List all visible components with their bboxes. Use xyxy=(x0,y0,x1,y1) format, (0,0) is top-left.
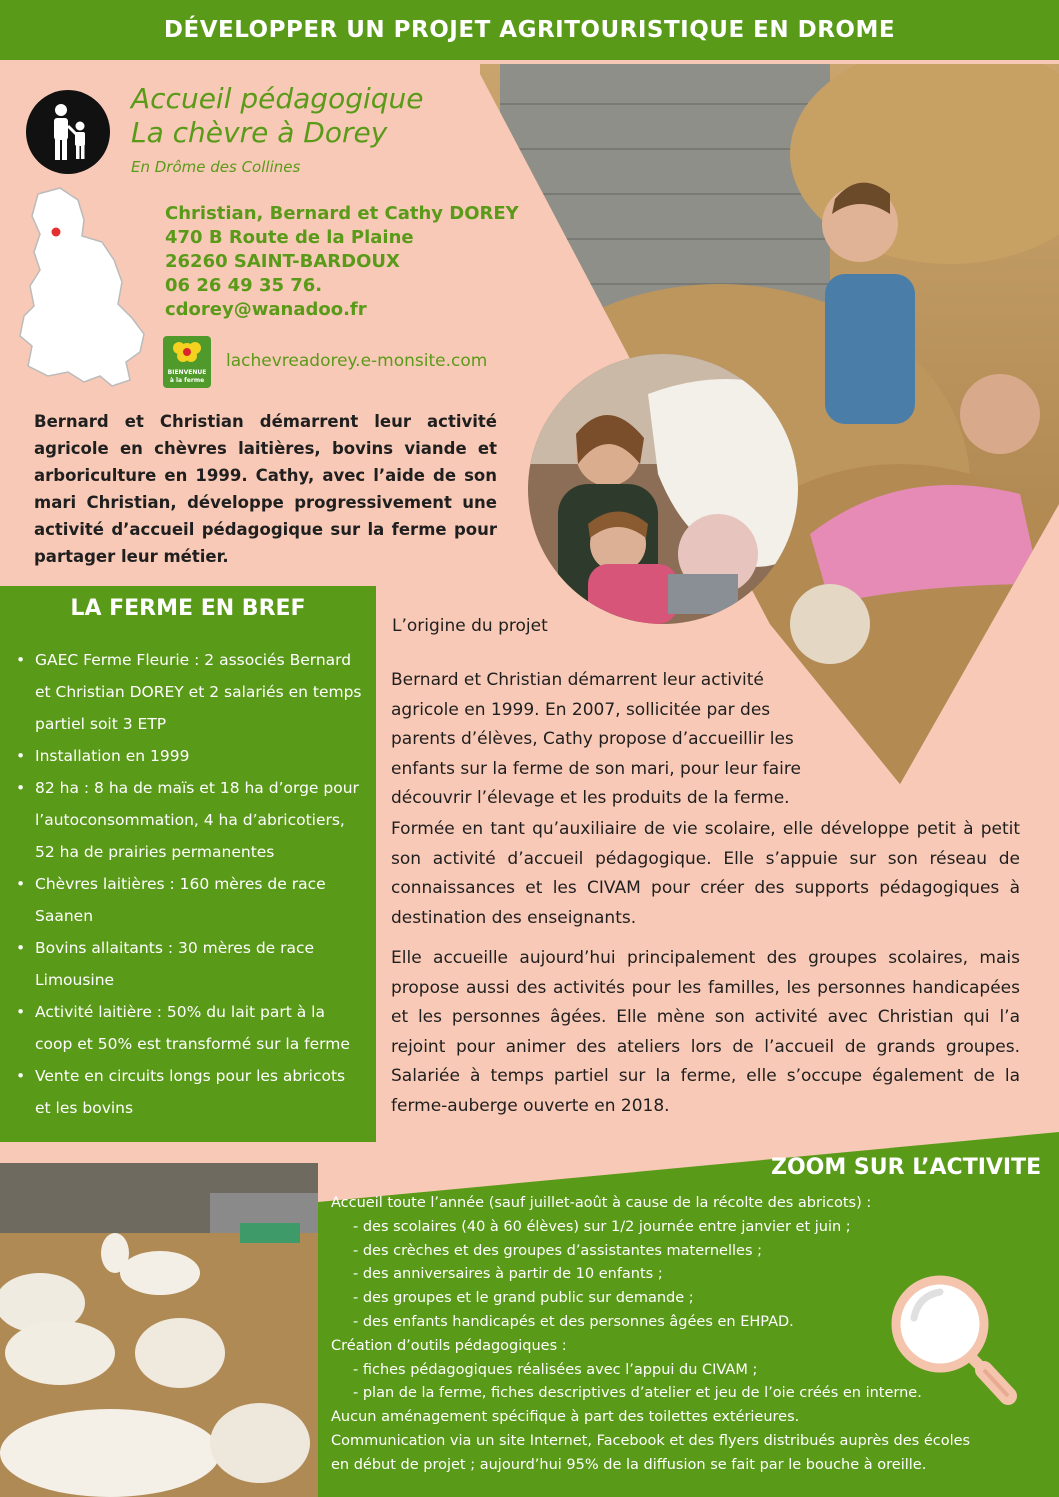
zoom-line: - des scolaires (40 à 60 élèves) sur 1/2 journée entre janvier et juin ; xyxy=(353,1218,851,1235)
magnifier-icon xyxy=(888,1272,1018,1408)
bref-item: • GAEC Ferme Fleurie : 2 associés Bernard et Christian DOREY et 2 salariés en temps partiel soit 3 ETP xyxy=(14,644,364,740)
photo-goats-barn xyxy=(0,1163,318,1497)
zoom-line: - des enfants handicapés et des personnes âgées en EHPAD. xyxy=(353,1313,794,1330)
top-banner: DÉVELOPPER UN PROJET AGRITOURISTIQUE EN DROME xyxy=(0,0,1059,60)
contact-city: 26260 SAINT-BARDOUX xyxy=(165,251,400,272)
bref-item: • Chèvres laitières : 160 mères de race Saanen xyxy=(14,868,364,932)
contact-phone: 06 26 49 35 76. xyxy=(165,275,323,296)
contact-names: Christian, Bernard et Cathy DOREY xyxy=(165,203,519,224)
origin-paragraph-3: Elle accueille aujourd’hui principalement des groupes scolaires, mais propose aussi des activités pour les familles, les personnes handicapées et les personnes âgées. Elle mène son activité avec Christian qui l’a rejoint pour animer des ateliers lors de l’accueil de grands groupes. Salariée à temps partiel sur la ferme, elle s’occupe également de la ferme-auberge ouverte en 2018. xyxy=(391,948,1020,1116)
zoom-line: Accueil toute l’année (sauf juillet-août à cause de la récolte des abricots) : xyxy=(331,1195,872,1211)
origin-paragraph-1: Bernard et Christian démarrent leur activité agricole en 1999. En 2007, sollicitée par des parents d’élèves, Cathy propose d’accueillir les enfants sur la ferme de son mari, pour leur faire découvrir l’élevage et les produits de la ferme. xyxy=(391,670,801,808)
photo-milking-goat xyxy=(528,354,798,624)
zoom-line: en début de projet ; aujourd’hui 95% de la diffusion se fait par le bouche à oreille. xyxy=(331,1456,927,1473)
bref-item: • Activité laitière : 50% du lait part à la coop et 50% est transformé sur la ferme xyxy=(14,996,364,1060)
bref-item: • Installation en 1999 xyxy=(14,740,364,772)
zoom-line: - des groupes et le grand public sur demande ; xyxy=(353,1290,694,1307)
bref-title: LA FERME EN BREF xyxy=(70,596,306,621)
svg-text:à la ferme: à la ferme xyxy=(169,377,205,384)
bienvenue-ferme-logo xyxy=(163,336,211,388)
zoom-line: - des anniversaires à partir de 10 enfants ; xyxy=(353,1266,663,1283)
zoom-line: Aucun aménagement spécifique à part des toilettes extérieures. xyxy=(331,1409,800,1426)
contact-street: 470 B Route de la Plaine xyxy=(165,227,414,248)
zoom-title: ZOOM SUR L’ACTIVITE xyxy=(771,1155,1042,1180)
bref-item: • Vente en circuits longs pour les abricots et les bovins xyxy=(14,1060,364,1124)
drome-map xyxy=(18,186,158,390)
title-line1: Accueil pédagogique xyxy=(131,82,424,115)
website-link[interactable]: lachevreadorey.e-monsite.com xyxy=(226,351,488,371)
bref-box xyxy=(0,586,376,1142)
zoom-line: - des crèches et des groupes d’assistantes maternelles ; xyxy=(353,1242,762,1259)
zoom-line: - fiches pédagogiques réalisées avec l’appui du CIVAM ; xyxy=(353,1361,758,1378)
origin-title: L’origine du projet xyxy=(392,616,548,636)
origin-paragraph-2: Formée en tant qu’auxiliaire de vie scolaire, elle développe petit à petit son activité d’accueil pédagogique. Elle s’appuie sur son réseau de connaissances et les CIVAM pour créer des supports pédagogiques à destination des enseignants. xyxy=(391,819,1020,928)
intro-paragraph: Bernard et Christian démarrent leur activité agricole en chèvres laitières, bovins viande et arboriculture en 1999. Cathy, avec l’aide de son mari Christian, développe progressivement une activité d’accueil pédagogique sur la ferme pour partager leur métier. xyxy=(34,412,497,566)
zoom-line: - plan de la ferme, fiches descriptives d’atelier et jeu de l’oie créés en interne. xyxy=(353,1385,922,1402)
bref-list xyxy=(14,644,364,1124)
title-line2: La chèvre à Dorey xyxy=(131,116,388,149)
bref-item: • Bovins allaitants : 30 mères de race Limousine xyxy=(14,932,364,996)
svg-text:BIENVENUE: BIENVENUE xyxy=(167,369,207,376)
contact-email[interactable]: cdorey@wanadoo.fr xyxy=(165,299,367,320)
zoom-line: Communication via un site Internet, Facebook et des flyers distribués auprès des écoles xyxy=(331,1432,971,1449)
zoom-line: Création d’outils pédagogiques : xyxy=(331,1337,567,1354)
bref-item: • 82 ha : 8 ha de maïs et 18 ha d’orge pour l’autoconsommation, 4 ha d’abricotiers, 52 ha de prairies permanentes xyxy=(14,772,364,868)
subtitle: En Drôme des Collines xyxy=(131,158,301,176)
family-icon xyxy=(26,90,110,174)
